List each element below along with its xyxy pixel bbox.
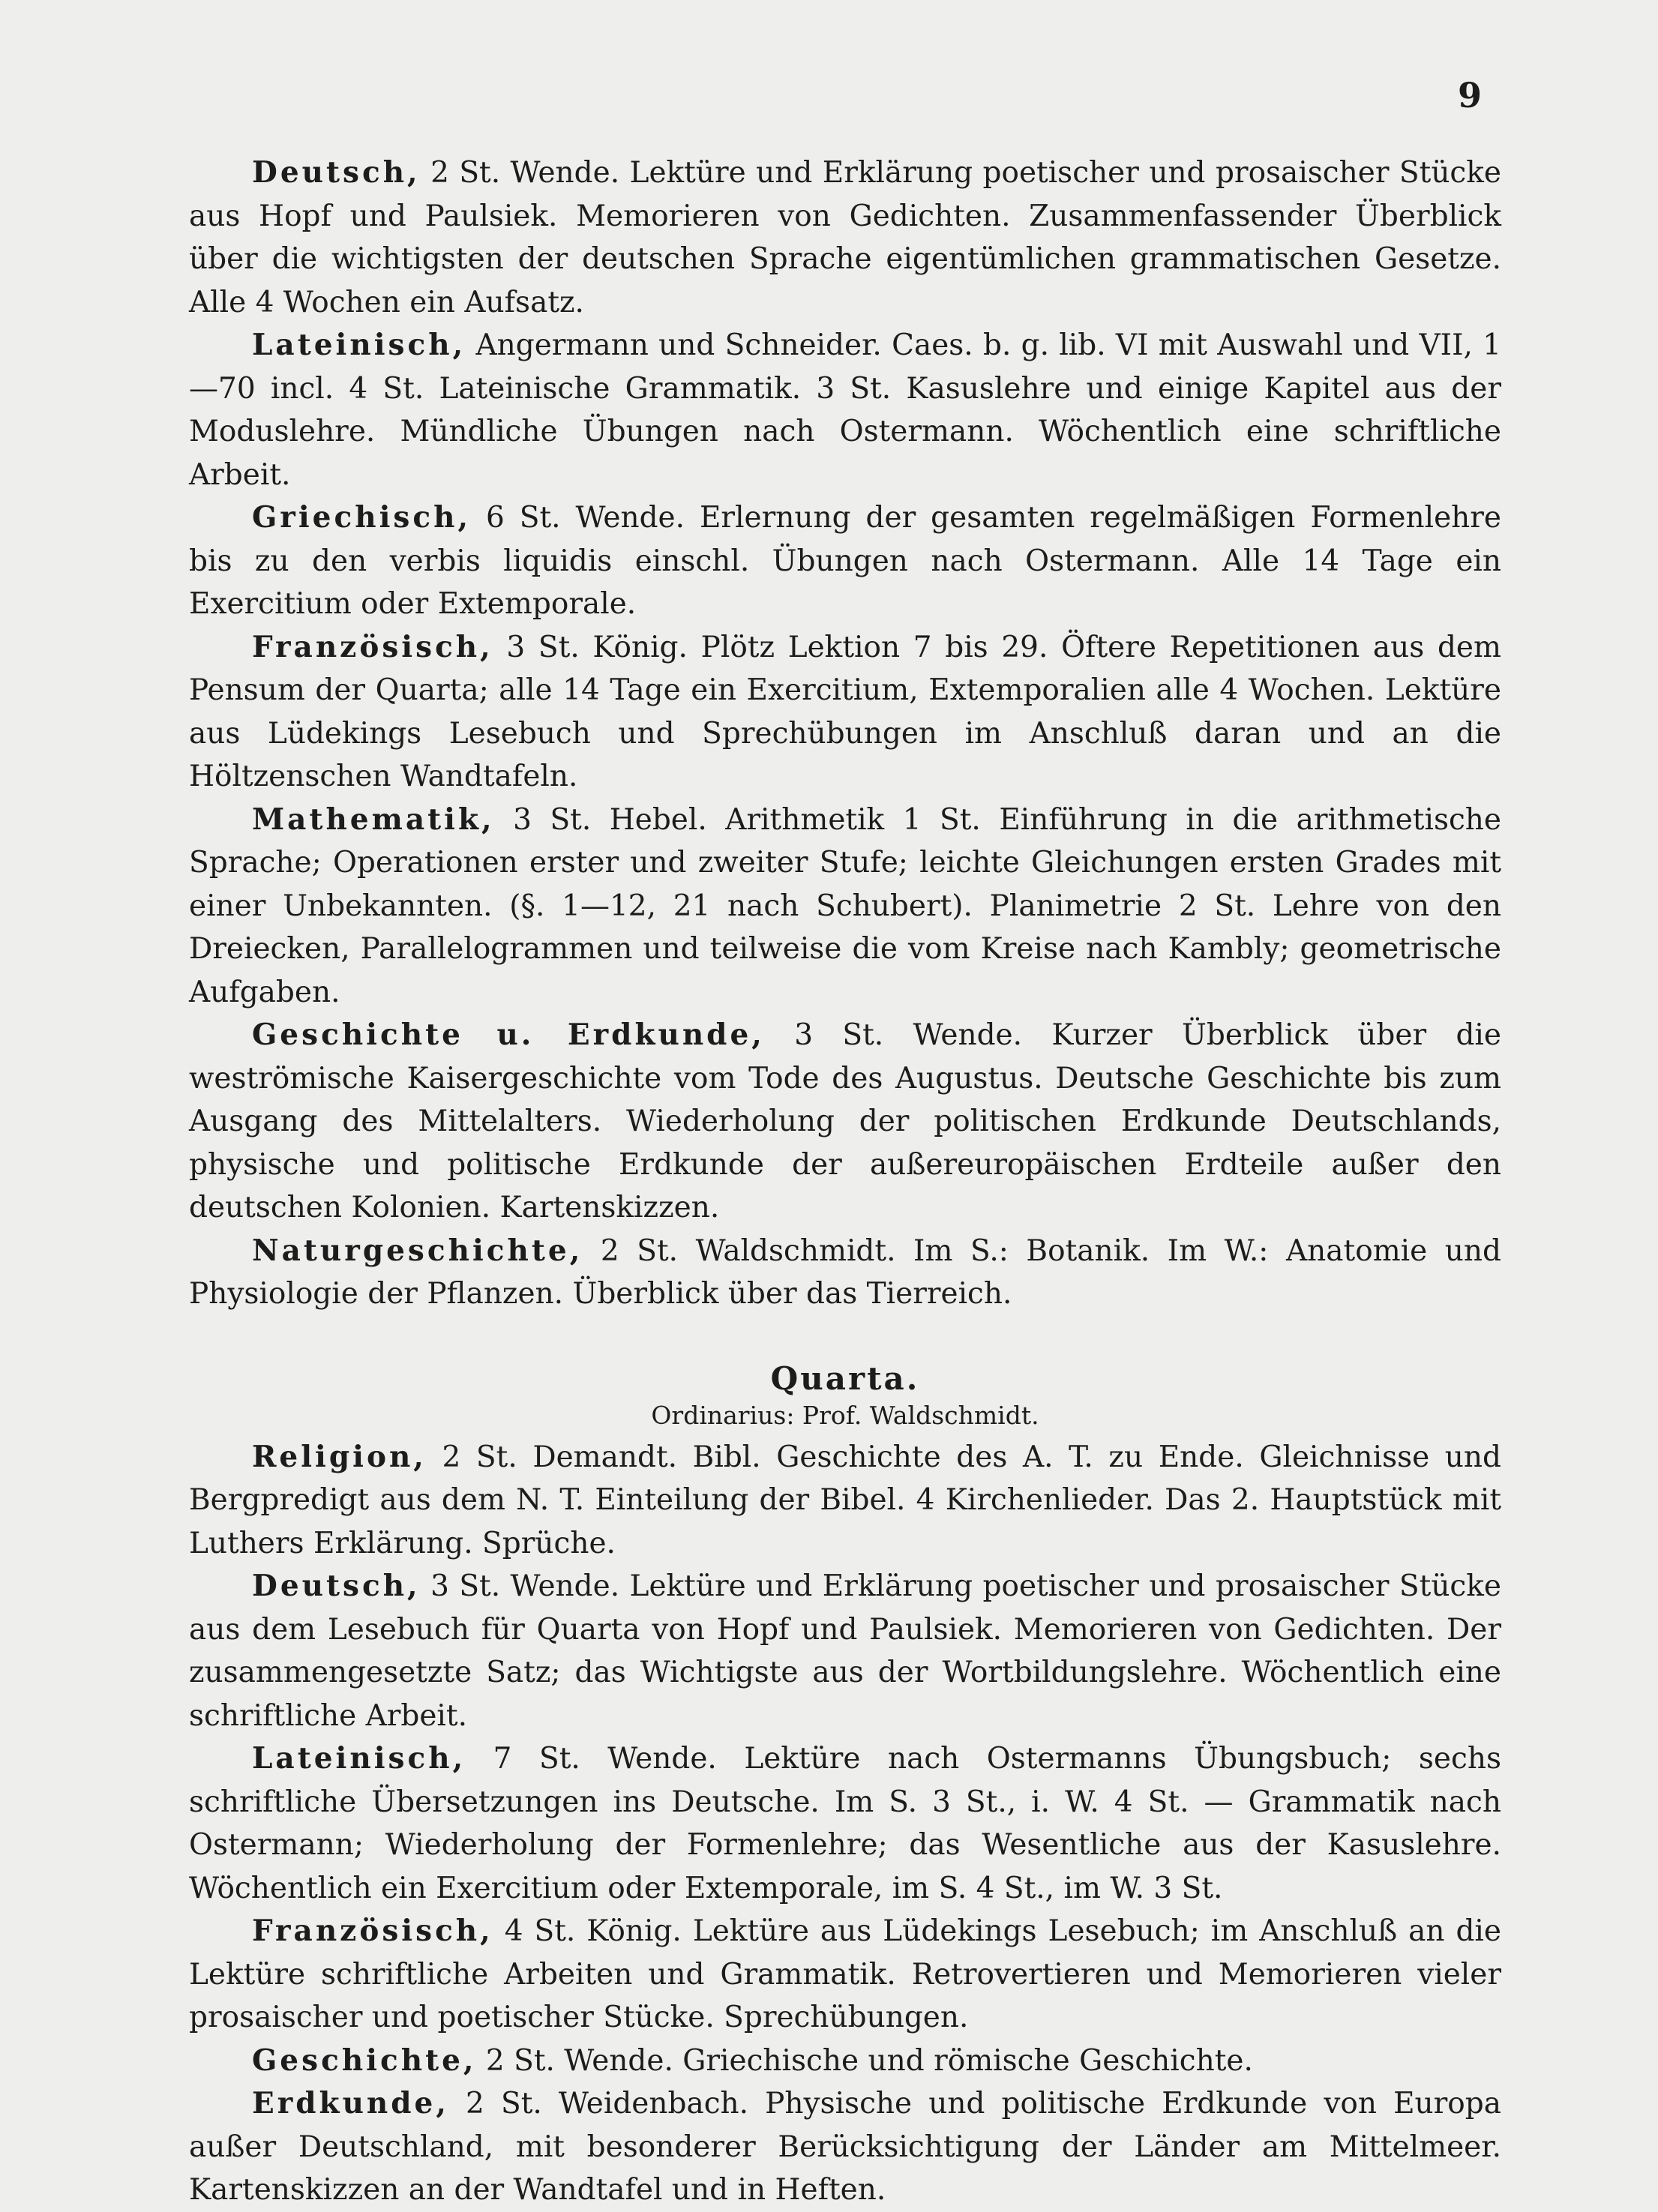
paragraph-text: 6 St. Wende. Erlernung der gesamten regelmäßigen Formenlehre bis zu den verbis liquidis einschl. Übungen nach Ostermann. Alle 14 Tage ein Exercitium oder Extemporale. [189,501,1501,621]
subject-label: Lateinisch, [252,1741,466,1776]
upper-section [189,151,1501,1316]
paragraph-text: 2 St. Wende. Griechische und römische Geschichte. [476,2043,1253,2078]
paragraph-text: 2 St. Demandt. Bibl. Geschichte des A. T. zu Ende. Gleichnisse und Bergpredigt aus dem N. T. Einteilung der Bibel. 4 Kirchenlieder. Das 2. Hauptstück mit Luthers Erklärung. Sprüche. [189,1440,1501,1560]
paragraph-geschichte-erdkunde [189,1014,1501,1230]
paragraph-text: 2 St. Weidenbach. Physische und politische Erdkunde von Europa außer Deutschland, mit besonderer Berücksichtigung der Länder am Mittelmeer. Kartenskizzen an der Wandtafel und in Heften. [189,2087,1501,2207]
text-column [189,151,1501,2212]
section-subtitle: Ordinarius: Prof. Waldschmidt. [651,1400,1039,1430]
paragraph-text: 3 St. Hebel. Arithmetik 1 St. Einführung in die arithmetische Sprache; Operationen erster und zweiter Stufe; leichte Gleichungen ersten Grades mit einer Unbekannten. (§. 1—12, 21 nach Schubert). Planimetrie 2 St. Lehre von den Dreiecken, Parallelogrammen und teilweise die vom Kreise nach Kambly; geometrische Aufgaben. [189,802,1501,1009]
paragraph-text: 2 St. Waldschmidt. Im S.: Botanik. Im W.: Anatomie und Physiologie der Pflanzen. Überblick über das Tierreich. [189,1233,1501,1311]
paragraph-franzoesisch [189,1910,1501,2040]
subject-label: Mathematik, [252,802,495,837]
paragraph-text: Angermann und Schneider. Caes. b. g. lib. VI mit Auswahl und VII, 1—70 incl. 4 St. Lateinische Grammatik. 3 St. Kasuslehre und einige Kapitel aus der Moduslehre. Mündliche Übungen nach Ostermann. Wöchentlich eine schriftliche Arbeit. [189,328,1501,492]
subject-label: Französisch, [252,629,493,664]
subject-label: Religion, [252,1439,427,1474]
paragraph-text: 7 St. Wende. Lektüre nach Ostermanns Übungsbuch; sechs schriftliche Übersetzungen ins Deutsche. Im S. 3 St., i. W. 4 St. — Grammatik nach Ostermann; Wiederholung der Formenlehre; das Wesentliche aus der Kasuslehre. Wöchentlich ein Exercitium oder Extemporale, im S. 4 St., im W. 3 St. [189,1742,1501,1905]
paragraph-lateinisch [189,1737,1501,1910]
page-number: 9 [1458,75,1483,115]
subject-label: Naturgeschichte, [252,1233,583,1268]
subject-label: Deutsch, [252,155,421,190]
paragraph-deutsch [189,151,1501,324]
paragraph-naturgeschichte [189,1230,1501,1316]
paragraph-griechisch [189,496,1501,626]
subject-label: Französisch, [252,1914,493,1948]
subject-label: Lateinisch, [252,328,466,362]
paragraph-deutsch [189,1565,1501,1737]
quarta-section [189,1359,1501,2212]
paragraph-text: 3 St. Wende. Lektüre und Erklärung poetischer und prosaischer Stücke aus dem Lesebuch für Quarta von Hopf und Paulsiek. Memorieren von Gedichten. Der zusammengesetzte Satz; das Wichtigste aus der Wortbildungslehre. Wöchentlich eine schriftliche Arbeit. [189,1569,1501,1733]
paragraph-franzoesisch [189,626,1501,799]
paragraph-text: 4 St. König. Lektüre aus Lüdekings Lesebuch; im Anschluß an die Lektüre schriftliche Arbeiten und Grammatik. Retrovertieren und Memorieren vieler prosaischer und poetischer Stücke. Sprechübungen. [189,1914,1501,2034]
paragraph-religion [189,1436,1501,1566]
paragraph-erdkunde [189,2082,1501,2212]
paragraph-text: 3 St. König. Plötz Lektion 7 bis 29. Öftere Repetitionen aus dem Pensum der Quarta; alle 14 Tage ein Exercitium, Extemporalien alle 4 Wochen. Lektüre aus Lüdekings Lesebuch und Sprechübungen im Anschluß daran und an die Höltzenschen Wandtafeln. [189,630,1501,793]
paragraph-mathematik [189,799,1501,1015]
subject-label: Geschichte, [252,2043,477,2078]
section-title: Quarta. [770,1359,920,1397]
subject-label: Griechisch, [252,500,472,535]
paragraph-geschichte [189,2040,1501,2083]
subject-label: Geschichte u. Erdkunde, [252,1018,765,1052]
paragraph-text: 2 St. Wende. Lektüre und Erklärung poetischer und prosaischer Stücke aus Hopf und Paulsiek. Memorieren von Gedichten. Zusammenfassender Überblick über die wichtigsten der deutschen Sprache eigentümlichen grammatischen Gesetze. Alle 4 Wochen ein Aufsatz. [189,156,1501,319]
paragraph-lateinisch [189,324,1501,496]
subject-label: Erdkunde, [252,2086,449,2121]
subject-label: Deutsch, [252,1569,421,1603]
paragraph-text: 3 St. Wende. Kurzer Überblick über die weströmische Kaisergeschichte vom Tode des Augustus. Deutsche Geschichte bis zum Ausgang des Mittelalters. Wiederholung der politischen Erdkunde Deutschlands, physische und politische Erdkunde der außereuropäischen Erdteile außer den deutschen Kolonien. Kartenskizzen. [189,1018,1501,1224]
